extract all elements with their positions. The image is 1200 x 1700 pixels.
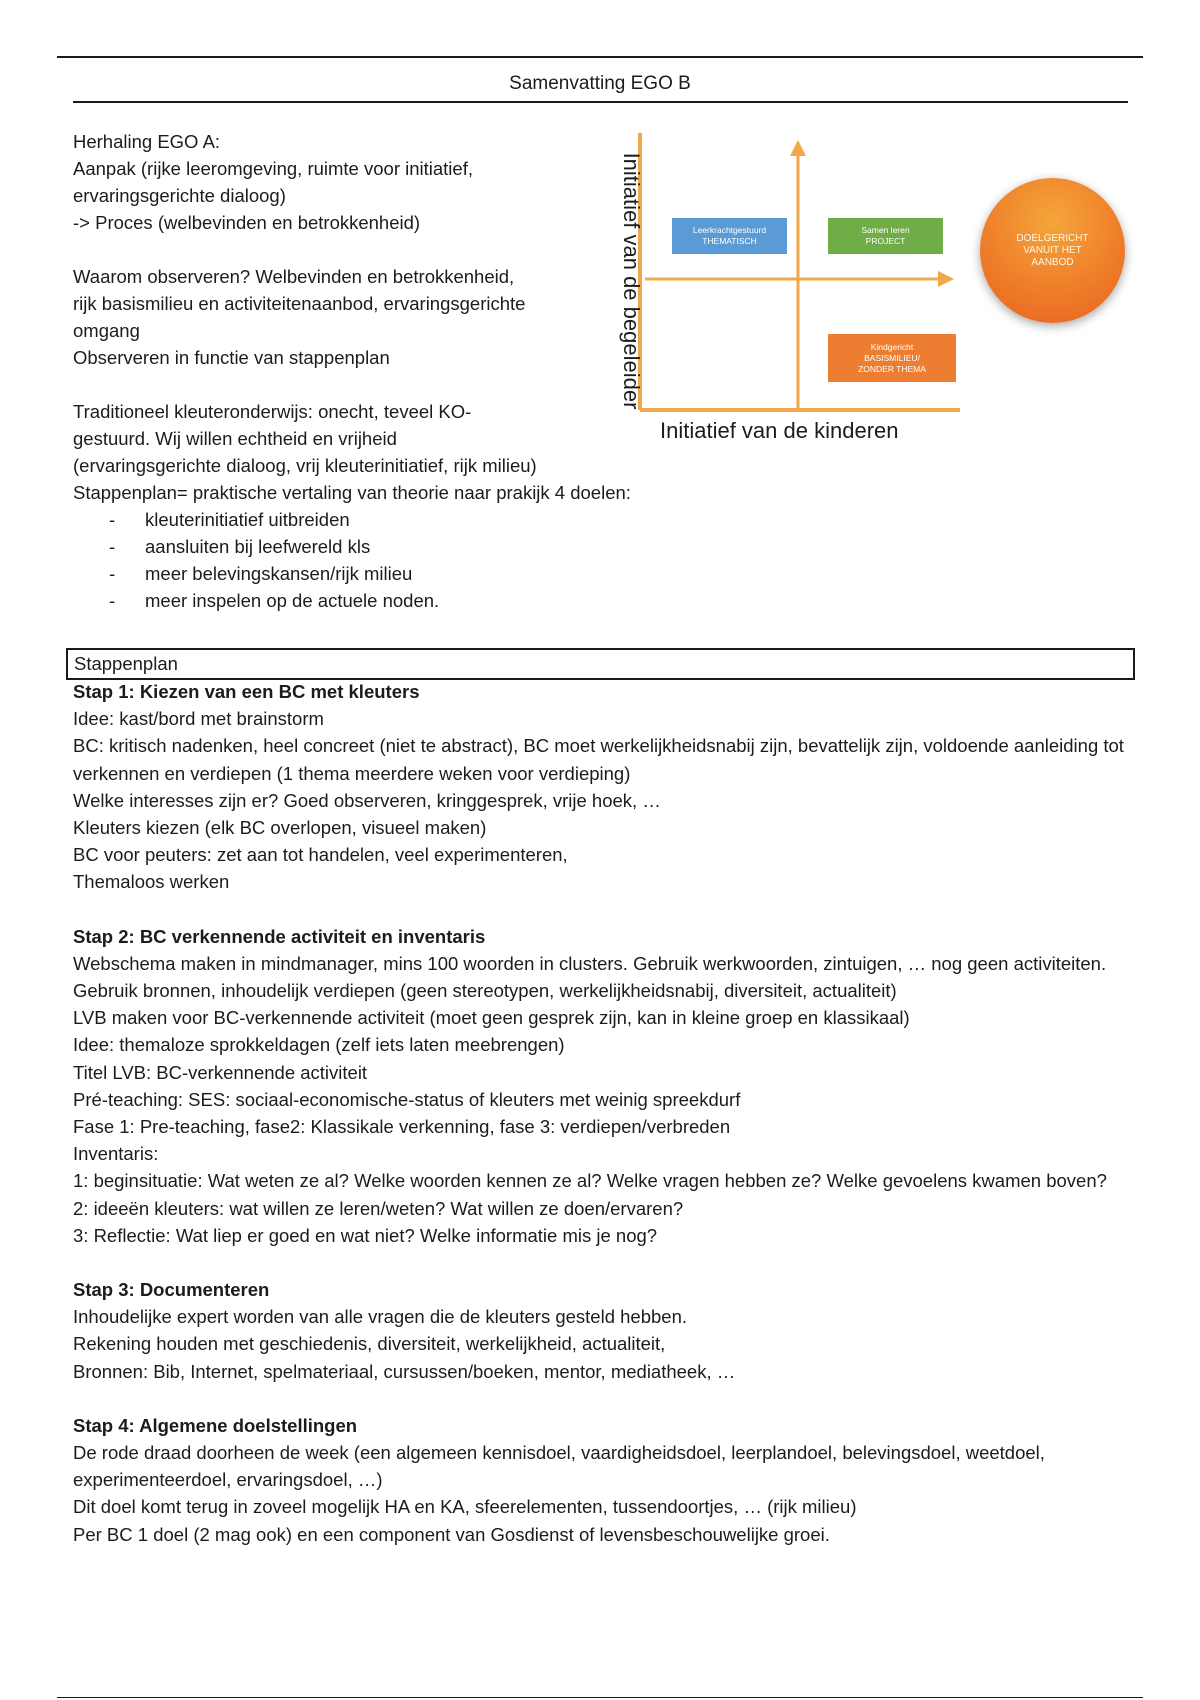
doelgericht-circle: DOELGERICHT VANUIT HET AANBOD (980, 178, 1125, 323)
stappenplan-content (73, 678, 1133, 1575)
step-line: LVB maken voor BC-verkennende activiteit (moet geen gesprek zijn, kan in kleine groep en klassikaal) (73, 1007, 910, 1029)
step-line: Inhoudelijke expert worden van alle vragen die de kleuters gesteld hebben. (73, 1306, 687, 1328)
y-axis-label: Initiatief van de begeleider (619, 152, 644, 410)
list-item: - aansluiten bij leefwereld kls (73, 533, 973, 560)
page-title: Samenvatting EGO B (509, 73, 691, 94)
step-3 (73, 1276, 1133, 1385)
step-line: Bronnen: Bib, Internet, spelmateriaal, cursussen/boeken, mentor, mediatheek, … (73, 1360, 736, 1382)
step-line: 2: ideeën kleuters: wat willen ze leren/weten? Wat willen ze doen/ervaren? (73, 1197, 684, 1219)
intro-line: Stappenplan= praktische vertaling van theorie naar prakijk 4 doelen: (73, 482, 631, 503)
step-title: Stap 1: Kiezen van een BC met kleuters (73, 681, 420, 702)
vertical-arrow-head-icon (790, 140, 806, 156)
step-line: Titel LVB: BC-verkennende activiteit (73, 1061, 368, 1083)
step-line: BC: kritisch nadenken, heel concreet (niet te abstract), BC moet werkelijkheidsnabij zijn, bevattelijk zijn, voldoende aanleiding tot verkennen en verdiepen (1 thema meerdere weken voor verdieping) (73, 735, 1124, 784)
step-line: Pré-teaching: SES: sociaal-economische-status of kleuters met weinig spreekdurf (73, 1088, 741, 1110)
intro-line: (ervaringsgerichte dialoog, vrij kleuterinitiatief, rijk milieu) (73, 455, 537, 476)
list-item: - kleuterinitiatief uitbreiden (73, 506, 973, 533)
intro-line: Waarom observeren? Welbevinden en betrokkenheid, (73, 266, 515, 287)
step-title: Stap 2: BC verkennende activiteit en inventaris (73, 925, 486, 947)
list-item: - meer inspelen op de actuele noden. (73, 587, 973, 614)
step-title: Stap 3: Documenteren (73, 1279, 270, 1301)
horizontal-arrow-head-icon (938, 271, 954, 287)
step-line: 1: beginsituatie: Wat weten ze al? Welke woorden kennen ze al? Welke vragen hebben ze? Welke gevoelens kwamen boven? (73, 1170, 1107, 1192)
step-title: Stap 4: Algemene doelstellingen (73, 1414, 358, 1436)
step-line: Welke interesses zijn er? Goed observeren, kringgesprek, vrije hoek, … (73, 789, 661, 811)
x-axis-label: Initiatief van de kinderen (660, 418, 899, 443)
intro-line: gestuurd. Wij willen echtheid en vrijheid (73, 428, 397, 449)
box-basismilieu: Kindgericht BASISMILIEU/ ZONDER THEMA (828, 334, 956, 382)
step-line: Idee: kast/bord met brainstorm (73, 708, 324, 730)
bottom-rule (57, 1697, 1143, 1698)
initiative-diagram (590, 128, 1130, 448)
step-2 (73, 923, 1133, 1249)
intro-line: Traditioneel kleuteronderwijs: onecht, teveel KO- (73, 401, 472, 422)
intro-line: Observeren in functie van stappenplan (73, 347, 390, 368)
list-item: - meer belevingskansen/rijk milieu (73, 560, 973, 587)
intro-line: ervaringsgerichte dialoog) (73, 185, 286, 206)
step-4 (73, 1412, 1133, 1548)
intro-line: Herhaling EGO A: (73, 131, 221, 152)
step-line: Fase 1: Pre-teaching, fase2: Klassikale verkenning, fase 3: verdiepen/verbreden (73, 1116, 731, 1138)
intro-line: rijk basismilieu en activiteitenaanbod, ervaringsgerichte (73, 293, 526, 314)
stappenplan-header: Stappenplan (66, 648, 1135, 680)
intro-line: -> Proces (welbevinden en betrokkenheid) (73, 212, 421, 233)
intro-line: omgang (73, 320, 140, 341)
step-line: Gebruik bronnen, inhoudelijk verdiepen (geen stereotypen, werkelijkheidsnabij, diversiteit, actualiteit) (73, 980, 897, 1002)
title-underline (73, 101, 1128, 103)
step-line: Inventaris: (73, 1143, 159, 1165)
step-line: Themaloos werken (73, 871, 230, 893)
step-line: De rode draad doorheen de week (een algemeen kennisdoel, vaardigheidsdoel, leerplandoel, belevingsdoel, weetdoel, experimenteerdoel, ervaringsdoel, …) (73, 1442, 1045, 1491)
step-line: 3: Reflectie: Wat liep er goed en wat niet? Welke informatie mis je nog? (73, 1224, 658, 1246)
step-line: Rekening houden met geschiedenis, diversiteit, werkelijkheid, actualiteit, (73, 1333, 666, 1355)
box-thematisch: Leerkrachtgestuurd THEMATISCH (672, 218, 787, 254)
step-line: Kleuters kiezen (elk BC overlopen, visueel maken) (73, 817, 487, 839)
intro-line: Aanpak (rijke leeromgeving, ruimte voor initiatief, (73, 158, 473, 179)
step-line: Webschema maken in mindmanager, mins 100 woorden in clusters. Gebruik werkwoorden, zintuigen, … nog geen activiteiten. (73, 952, 1107, 974)
goals-list (73, 506, 973, 614)
top-rule (57, 56, 1143, 58)
step-line: BC voor peuters: zet aan tot handelen, veel experimenteren, (73, 844, 568, 866)
step-1 (73, 678, 1133, 896)
box-project: Samen leren PROJECT (828, 218, 943, 254)
step-line: Per BC 1 doel (2 mag ook) en een component van Gosdienst of levensbeschouwelijke groei. (73, 1523, 830, 1545)
step-line: Dit doel komt terug in zoveel mogelijk HA en KA, sfeerelementen, tussendoortjes, … (rijk milieu) (73, 1496, 857, 1518)
step-line: Idee: themaloze sprokkeldagen (zelf iets laten meebrengen) (73, 1034, 565, 1056)
